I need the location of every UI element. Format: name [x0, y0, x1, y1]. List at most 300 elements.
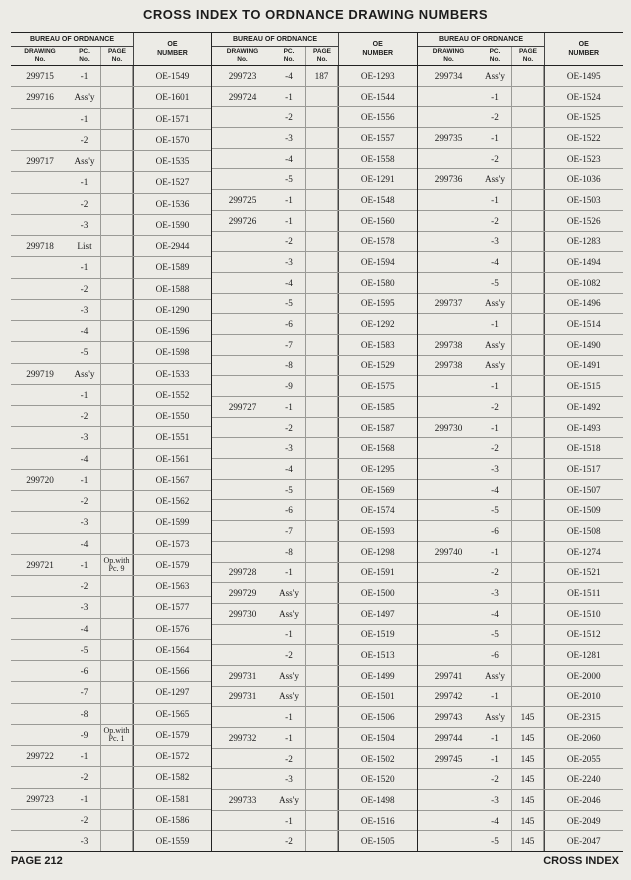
oe-number-cell: OE-1283 — [544, 232, 623, 252]
table-row — [11, 534, 211, 555]
oe-number-cell: OE-1577 — [133, 597, 211, 617]
page-number-cell — [100, 704, 133, 724]
page-number-cell — [511, 542, 544, 562]
table-row — [11, 151, 211, 172]
table-row — [418, 294, 623, 315]
page-number-cell — [100, 342, 133, 362]
piece-number-cell: -2 — [285, 112, 293, 123]
drawing-number-cell — [212, 645, 273, 665]
table-row — [418, 749, 623, 770]
page-number-cell — [305, 687, 338, 707]
table-row — [212, 769, 417, 790]
table-row — [212, 273, 417, 294]
table-row — [418, 376, 623, 397]
oe-number-cell: OE-1514 — [544, 314, 623, 334]
page-number-cell — [100, 172, 133, 192]
page-title: CROSS INDEX TO ORDNANCE DRAWING NUMBERS — [142, 7, 488, 22]
oe-number-cell: OE-1575 — [338, 376, 417, 396]
oe-number-cell: OE-1517 — [544, 459, 623, 479]
page-number-cell — [100, 300, 133, 320]
oe-number-cell: OE-1549 — [133, 66, 211, 86]
table-row — [212, 500, 417, 521]
piece-number-cell: -2 — [491, 153, 499, 164]
table-row — [11, 172, 211, 193]
drawing-number-cell: 299735 — [434, 132, 463, 143]
table-row — [418, 480, 623, 501]
piece-number-cell: -4 — [491, 608, 499, 619]
drawing-number-cell — [212, 500, 273, 520]
page-number-cell — [305, 521, 338, 541]
oe-number-header: OE NUMBER — [544, 33, 623, 65]
drawing-number-cell — [11, 449, 69, 469]
drawing-number-cell: 299715 — [26, 71, 54, 82]
piece-number-cell: -1 — [80, 751, 89, 762]
drawing-number-cell: 299733 — [228, 794, 257, 805]
piece-number-cell: -9 — [285, 381, 293, 392]
table-row — [418, 335, 623, 356]
bureau-of-ordnance-label: BUREAU OF ORDNANCE — [11, 33, 133, 47]
drawing-no-header: DRAWING No. — [432, 48, 465, 63]
piece-number-cell: -4 — [285, 463, 293, 474]
piece-number-cell: -4 — [80, 326, 89, 337]
page-number-cell — [511, 356, 544, 376]
oe-number-cell: OE-1529 — [338, 356, 417, 376]
table-row — [212, 790, 417, 811]
drawing-number-cell — [212, 438, 273, 458]
page-number-cell — [511, 149, 544, 169]
piece-number-cell: -2 — [285, 650, 293, 661]
drawing-number-cell — [11, 831, 69, 851]
piece-number-cell: -2 — [285, 753, 293, 764]
drawing-number-cell — [212, 335, 273, 355]
table-row — [212, 66, 417, 87]
oe-number-cell: OE-1556 — [338, 107, 417, 127]
table-row — [11, 597, 211, 618]
page-number-cell — [100, 109, 133, 129]
drawing-number-cell — [212, 811, 273, 831]
drawing-number-cell — [11, 704, 69, 724]
table-row — [212, 169, 417, 190]
piece-number-cell: -3 — [80, 602, 89, 613]
drawing-number-cell: 299720 — [26, 474, 54, 485]
table-row — [212, 397, 417, 418]
oe-number-cell: OE-1291 — [338, 169, 417, 189]
table-row — [11, 236, 211, 257]
drawing-number-cell — [212, 376, 273, 396]
drawing-number-cell — [11, 767, 69, 787]
oe-number-cell: OE-1501 — [338, 687, 417, 707]
oe-number-cell: OE-1513 — [338, 645, 417, 665]
piece-number-cell: -2 — [80, 496, 89, 507]
oe-number-cell: OE-1496 — [544, 294, 623, 314]
oe-number-cell: OE-2046 — [544, 790, 623, 810]
page-number-cell — [511, 66, 544, 86]
page-number-cell: 145 — [511, 811, 544, 831]
oe-number-cell: OE-1292 — [338, 314, 417, 334]
table-row — [11, 555, 211, 576]
drawing-number-cell — [212, 459, 273, 479]
table-row — [418, 273, 623, 294]
oe-number-cell: OE-1490 — [544, 335, 623, 355]
drawing-number-cell — [212, 521, 273, 541]
drawing-number-cell — [418, 811, 479, 831]
oe-number-cell: OE-1527 — [133, 172, 211, 192]
piece-number-cell: Ass'y — [278, 670, 300, 681]
page-number-cell — [100, 746, 133, 766]
table-row — [212, 583, 417, 604]
table-row — [212, 480, 417, 501]
oe-number-cell: OE-1568 — [338, 438, 417, 458]
piece-number-cell: -6 — [491, 525, 499, 536]
table-row — [418, 252, 623, 273]
piece-number-cell: -8 — [285, 360, 293, 371]
piece-number-cell: -2 — [491, 774, 499, 785]
page-number-cell — [305, 604, 338, 624]
page-number-cell — [305, 728, 338, 748]
piece-number-cell: -1 — [80, 71, 89, 82]
table-row — [11, 257, 211, 278]
table-row — [418, 790, 623, 811]
oe-number-cell: OE-1503 — [544, 190, 623, 210]
oe-number-header: OE NUMBER — [133, 33, 211, 65]
piece-number-cell: -8 — [80, 708, 89, 719]
drawing-number-cell — [212, 294, 273, 314]
drawing-number-cell — [212, 149, 273, 169]
oe-number-cell: OE-1498 — [338, 790, 417, 810]
drawing-number-cell — [418, 521, 479, 541]
table-row — [418, 645, 623, 666]
oe-number-cell: OE-2047 — [544, 831, 623, 851]
oe-number-cell: OE-2944 — [133, 236, 211, 256]
oe-number-cell: OE-1495 — [544, 66, 623, 86]
drawing-number-cell — [418, 645, 479, 665]
piece-number-cell: -1 — [491, 753, 499, 764]
page-number-cell — [100, 619, 133, 639]
table-row — [212, 252, 417, 273]
drawing-number-cell: 299741 — [434, 670, 463, 681]
oe-number-cell: OE-1506 — [338, 707, 417, 727]
table-row — [418, 211, 623, 232]
drawing-number-cell — [11, 194, 69, 214]
bureau-header — [212, 33, 338, 65]
oe-number-cell: OE-1572 — [133, 746, 211, 766]
page-number-cell — [511, 211, 544, 231]
drawing-number-cell — [11, 661, 69, 681]
page-number-cell — [511, 335, 544, 355]
page-number-cell — [305, 811, 338, 831]
piece-number-cell: -5 — [491, 505, 499, 516]
page-number-cell — [305, 294, 338, 314]
piece-number-cell: -3 — [491, 588, 499, 599]
oe-number-cell: OE-1494 — [544, 252, 623, 272]
drawing-number-cell — [212, 831, 273, 851]
piece-number-cell: -2 — [80, 814, 89, 825]
drawing-number-cell — [418, 500, 479, 520]
drawing-number-cell — [418, 376, 479, 396]
page-number-cell — [100, 385, 133, 405]
piece-number-cell: -1 — [285, 215, 293, 226]
piece-number-cell: -3 — [80, 517, 89, 528]
oe-number-cell: OE-1593 — [338, 521, 417, 541]
table-row — [11, 470, 211, 491]
page-number-cell — [305, 107, 338, 127]
page-no-header: PAGE No. — [100, 47, 133, 65]
table-row — [418, 356, 623, 377]
drawing-number-cell: 299717 — [26, 156, 54, 167]
table-row — [11, 810, 211, 831]
piece-number-cell: Ass'y — [278, 691, 300, 702]
drawing-number-cell: 299723 — [228, 70, 257, 81]
table-row — [11, 279, 211, 300]
piece-number-cell: -6 — [285, 505, 293, 516]
drawing-number-cell — [418, 273, 479, 293]
piece-number-cell: -3 — [285, 132, 293, 143]
table-row — [418, 831, 623, 851]
table-row — [212, 356, 417, 377]
drawing-number-cell: 299725 — [228, 194, 257, 205]
drawing-number-cell — [418, 790, 479, 810]
oe-number-cell: OE-1500 — [338, 583, 417, 603]
oe-number-cell: OE-2315 — [544, 707, 623, 727]
page-number-cell — [100, 661, 133, 681]
drawing-number-cell: 299737 — [434, 298, 463, 309]
oe-number-cell: OE-1535 — [133, 151, 211, 171]
oe-number-cell: OE-1582 — [133, 767, 211, 787]
piece-number-cell: -1 — [80, 113, 89, 124]
table-row — [418, 66, 623, 87]
drawing-number-cell: 299732 — [228, 732, 257, 743]
column-header — [212, 33, 417, 66]
drawing-number-cell — [212, 625, 273, 645]
piece-number-cell: -6 — [285, 319, 293, 330]
table-row — [418, 666, 623, 687]
table-row — [11, 725, 211, 746]
piece-number-cell: -3 — [491, 463, 499, 474]
drawing-number-cell — [418, 459, 479, 479]
page-number-cell — [100, 87, 133, 107]
oe-number-cell: OE-1601 — [133, 87, 211, 107]
page-number-cell — [305, 542, 338, 562]
pc-no-header: PC. No. — [283, 48, 295, 63]
oe-number-cell: OE-1550 — [133, 406, 211, 426]
page-number-cell — [305, 831, 338, 851]
page-number-cell — [305, 252, 338, 272]
oe-number-cell: OE-1565 — [133, 704, 211, 724]
piece-number-cell: -1 — [285, 91, 293, 102]
page-number-cell — [100, 236, 133, 256]
table-row — [418, 169, 623, 190]
piece-number-cell: -5 — [285, 174, 293, 185]
oe-number-cell: OE-2049 — [544, 811, 623, 831]
drawing-number-cell: 299724 — [228, 91, 257, 102]
page-number-cell — [305, 356, 338, 376]
piece-number-cell: -2 — [491, 112, 499, 123]
oe-number-cell: OE-1557 — [338, 128, 417, 148]
piece-number-cell: -3 — [285, 257, 293, 268]
table-row — [212, 625, 417, 646]
oe-number-cell: OE-1036 — [544, 169, 623, 189]
page-number-cell: 145 — [511, 769, 544, 789]
oe-number-cell: OE-1504 — [338, 728, 417, 748]
oe-number-cell: OE-1579 — [133, 725, 211, 745]
page-number-cell — [100, 831, 133, 851]
table-row — [418, 542, 623, 563]
page-number-cell — [100, 194, 133, 214]
page-number-cell — [511, 480, 544, 500]
piece-number-cell: Ass'y — [484, 339, 506, 350]
piece-number-cell: -2 — [285, 422, 293, 433]
oe-number-cell: OE-1570 — [133, 130, 211, 150]
oe-number-cell: OE-2000 — [544, 666, 623, 686]
piece-number-cell: -2 — [80, 198, 89, 209]
table-row — [212, 831, 417, 851]
page-number-cell: 145 — [511, 707, 544, 727]
drawing-number-cell — [11, 385, 69, 405]
page-number-cell: 145 — [511, 728, 544, 748]
piece-number-cell: -3 — [491, 794, 499, 805]
page-number-cell — [305, 418, 338, 438]
drawing-number-cell — [11, 619, 69, 639]
piece-number-cell: -2 — [80, 411, 89, 422]
piece-number-cell: -2 — [285, 236, 293, 247]
drawing-number-cell — [418, 190, 479, 210]
drawing-number-cell — [418, 769, 479, 789]
table-row — [418, 190, 623, 211]
table-row — [212, 376, 417, 397]
page-number-cell — [100, 321, 133, 341]
drawing-number-cell — [11, 576, 69, 596]
oe-number-cell: OE-1525 — [544, 107, 623, 127]
drawing-number-cell — [418, 252, 479, 272]
page-number-cell — [305, 232, 338, 252]
table-row — [11, 385, 211, 406]
page-number-cell — [511, 645, 544, 665]
oe-number-cell: OE-1499 — [338, 666, 417, 686]
page-number-cell — [100, 130, 133, 150]
drawing-number-cell: 299728 — [228, 567, 257, 578]
piece-number-cell: -1 — [80, 262, 89, 273]
piece-number-cell: -4 — [80, 453, 89, 464]
oe-number-cell: OE-1599 — [133, 512, 211, 532]
piece-number-cell: -1 — [491, 91, 499, 102]
table-row — [11, 661, 211, 682]
oe-number-cell: OE-1502 — [338, 749, 417, 769]
piece-number-cell: -5 — [491, 277, 499, 288]
oe-number-cell: OE-1516 — [338, 811, 417, 831]
column-group-3 — [417, 33, 623, 851]
piece-number-cell: -1 — [285, 732, 293, 743]
oe-number-cell: OE-1493 — [544, 418, 623, 438]
page-number-cell — [511, 87, 544, 107]
piece-number-cell: -2 — [491, 401, 499, 412]
oe-number-cell: OE-1491 — [544, 356, 623, 376]
table-row — [11, 746, 211, 767]
table-row — [418, 314, 623, 335]
drawing-number-cell — [418, 149, 479, 169]
drawing-number-cell: 299745 — [434, 753, 463, 764]
page-number-cell — [511, 232, 544, 252]
piece-number-cell: Ass'y — [484, 70, 506, 81]
drawing-number-cell: 299722 — [26, 751, 54, 762]
piece-number-cell: -4 — [285, 70, 293, 81]
drawing-number-cell — [11, 109, 69, 129]
piece-number-cell: -5 — [80, 347, 89, 358]
oe-number-cell: OE-1515 — [544, 376, 623, 396]
oe-number-cell: OE-1293 — [338, 66, 417, 86]
page-number-cell — [511, 418, 544, 438]
drawing-number-cell — [418, 107, 479, 127]
oe-number-cell: OE-1583 — [338, 335, 417, 355]
page-number-cell — [305, 169, 338, 189]
page-number-cell — [305, 480, 338, 500]
table-row — [212, 107, 417, 128]
drawing-number-cell: 299719 — [26, 368, 54, 379]
piece-number-cell: -2 — [491, 567, 499, 578]
table-row — [212, 232, 417, 253]
drawing-number-cell — [212, 418, 273, 438]
piece-number-cell: -2 — [491, 443, 499, 454]
page-number-cell — [305, 376, 338, 396]
pc-no-header: PC. No. — [79, 48, 90, 63]
drawing-number-cell — [11, 597, 69, 617]
piece-number-cell: Ass'y — [278, 588, 300, 599]
piece-number-cell: -1 — [491, 319, 499, 330]
page-number-cell: 145 — [511, 749, 544, 769]
oe-number-cell: OE-1521 — [544, 563, 623, 583]
oe-number-cell: OE-1507 — [544, 480, 623, 500]
page-number-cell — [511, 583, 544, 603]
piece-number-cell: -2 — [80, 134, 89, 145]
table-row — [11, 342, 211, 363]
table-row — [212, 190, 417, 211]
drawing-number-cell — [212, 252, 273, 272]
table-row — [11, 831, 211, 851]
page-number-cell — [100, 215, 133, 235]
table-row — [212, 687, 417, 708]
piece-number-cell: -2 — [491, 215, 499, 226]
page-number-cell — [511, 459, 544, 479]
piece-number-cell: -2 — [80, 772, 89, 783]
drawing-number-cell: 299731 — [228, 670, 257, 681]
page-number-cell — [100, 810, 133, 830]
piece-number-cell: Ass'y — [484, 360, 506, 371]
oe-number-cell: OE-1585 — [338, 397, 417, 417]
page-number-cell — [511, 252, 544, 272]
table-row — [11, 427, 211, 448]
table-row — [418, 459, 623, 480]
drawing-number-cell — [11, 342, 69, 362]
table-row — [212, 438, 417, 459]
table-row — [212, 707, 417, 728]
section-label: CROSS INDEX — [543, 855, 619, 867]
oe-number-cell: OE-1589 — [133, 257, 211, 277]
cross-index-table — [11, 32, 623, 852]
drawing-number-cell: 299729 — [228, 588, 257, 599]
table-row — [11, 512, 211, 533]
piece-number-cell: -8 — [285, 546, 293, 557]
oe-number-cell: OE-1580 — [338, 273, 417, 293]
piece-number-cell: -3 — [80, 432, 89, 443]
column-group-2 — [211, 33, 417, 851]
table-row — [212, 666, 417, 687]
drawing-number-cell — [11, 682, 69, 702]
drawing-number-cell: 299738 — [434, 339, 463, 350]
oe-number-cell: OE-1511 — [544, 583, 623, 603]
page-number-cell — [305, 790, 338, 810]
drawing-no-header: DRAWING No. — [226, 48, 259, 63]
oe-number-cell: OE-1563 — [133, 576, 211, 596]
oe-number-cell: OE-1586 — [133, 810, 211, 830]
